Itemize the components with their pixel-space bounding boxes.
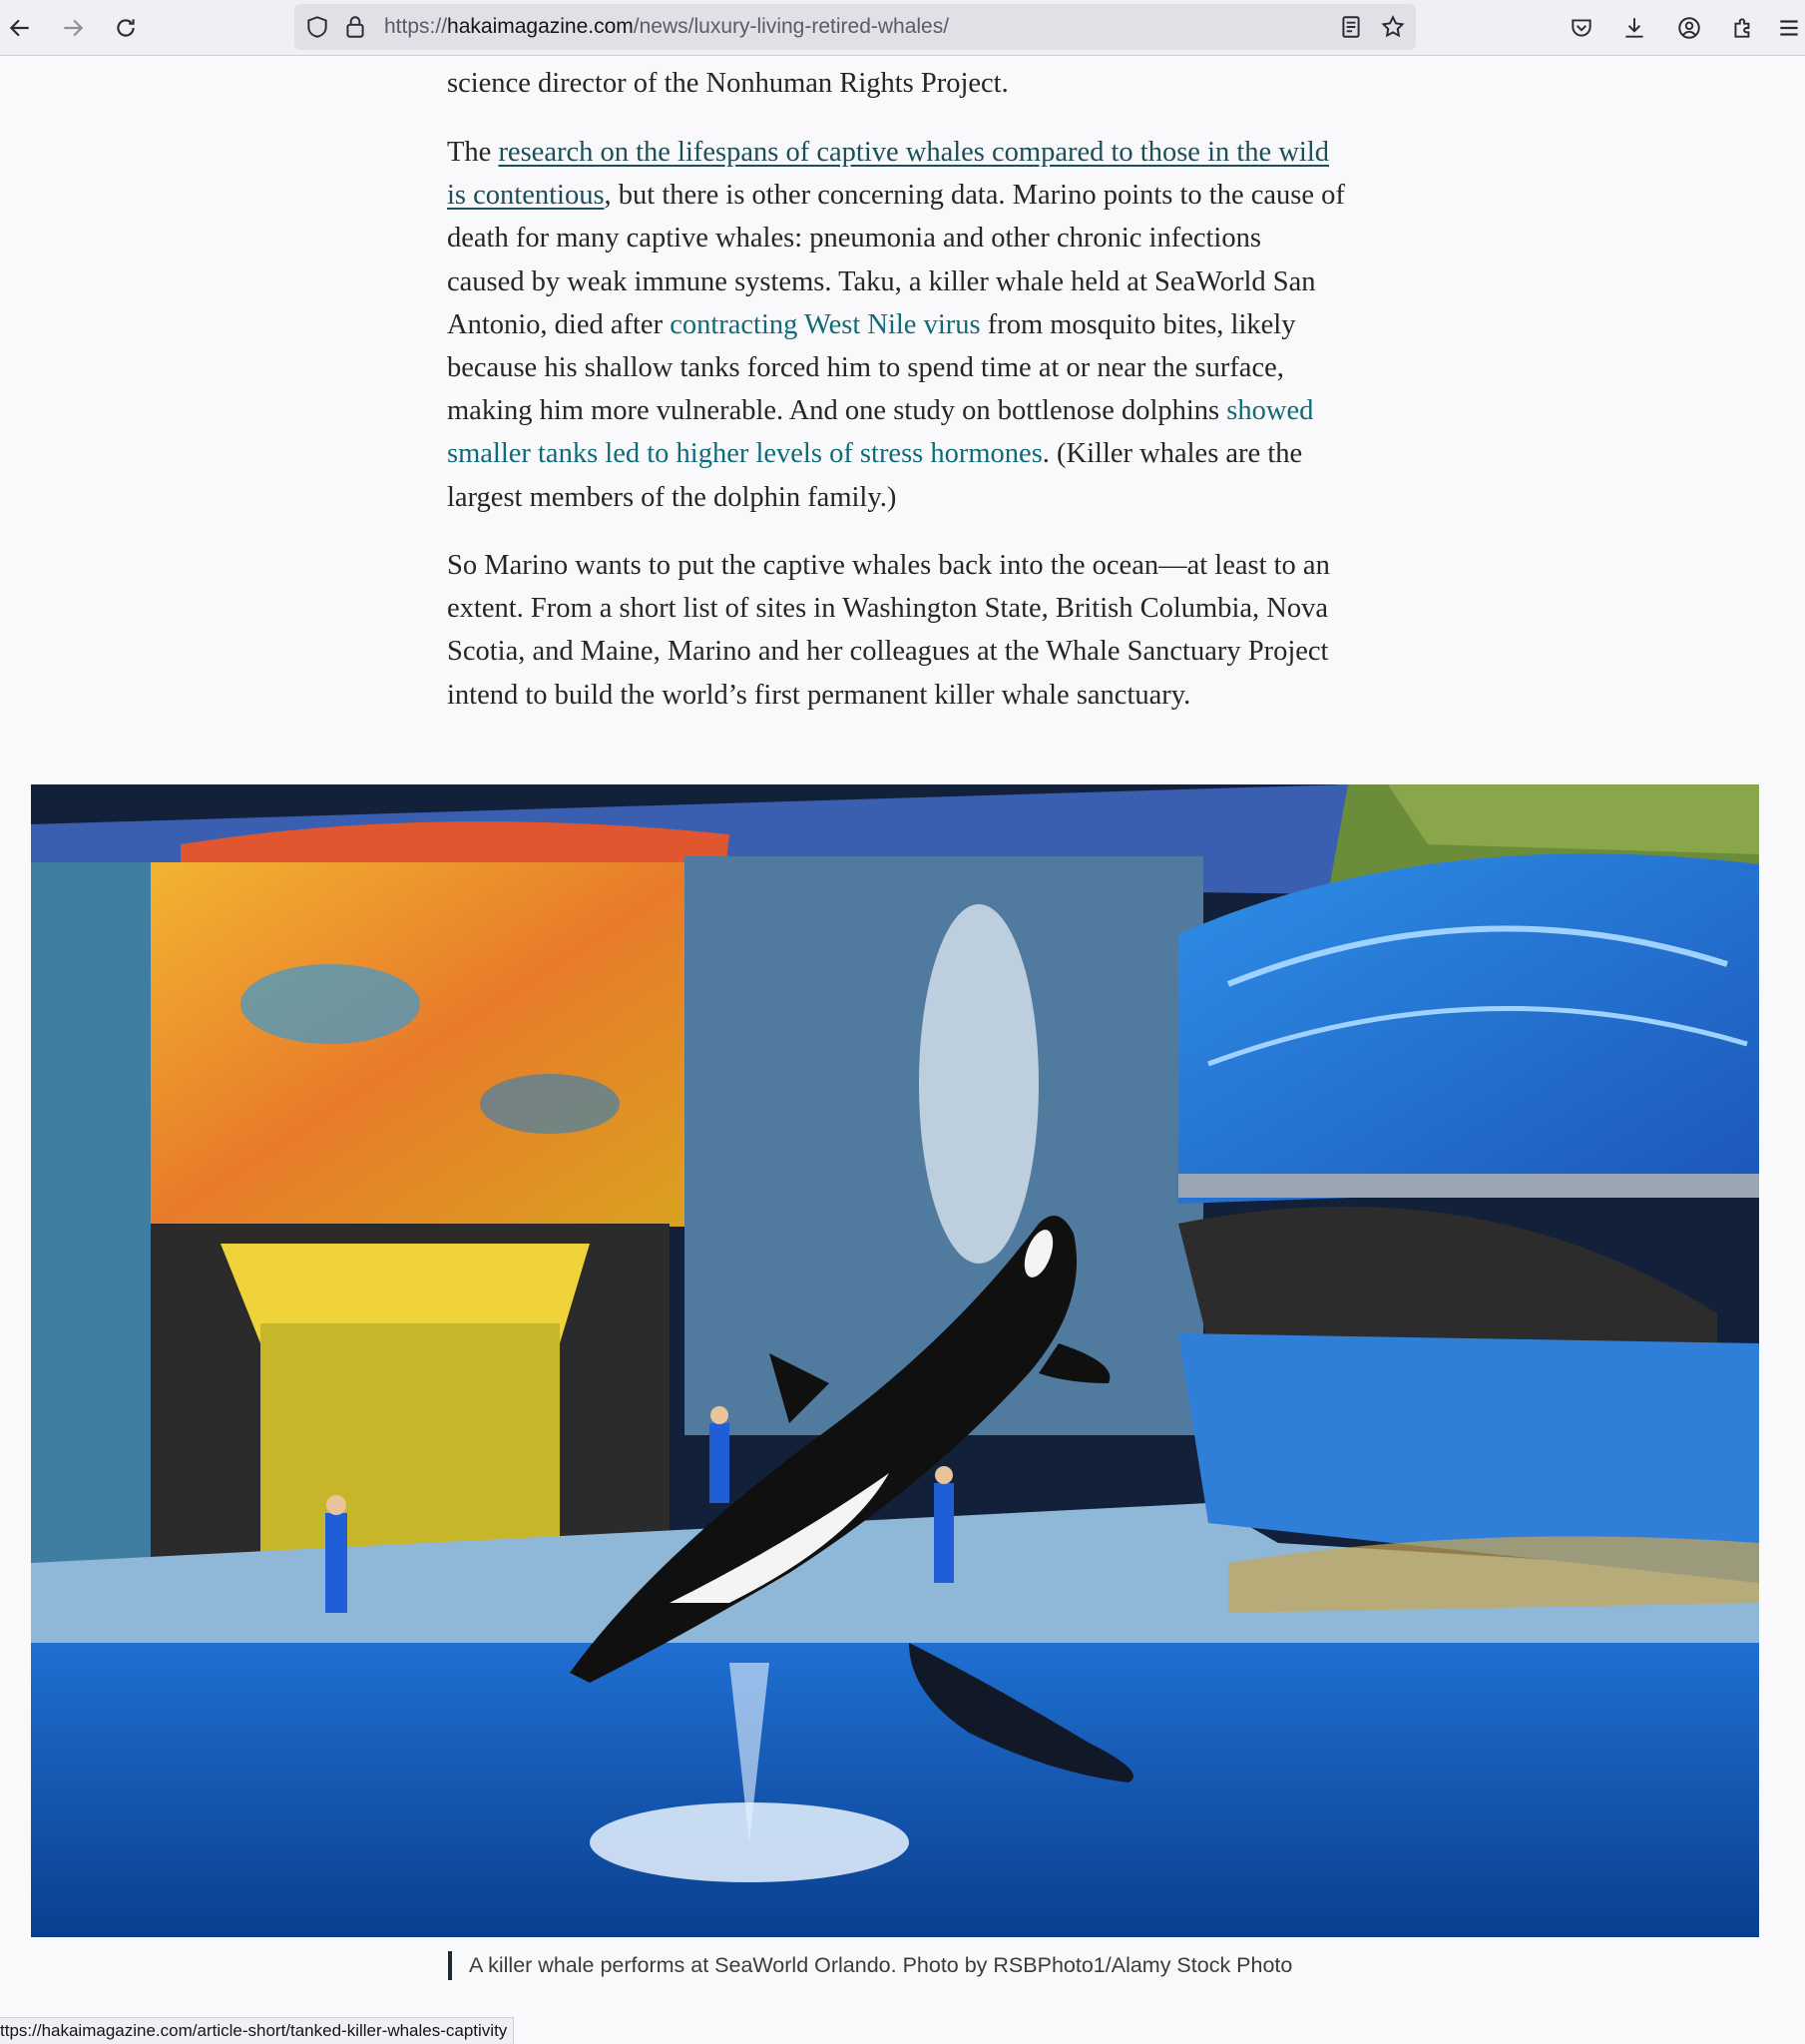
back-arrow-icon [7, 15, 33, 41]
forward-arrow-icon [60, 15, 86, 41]
url-path: /news/luxury-living-retired-whales/ [633, 15, 950, 38]
browser-toolbar [0, 0, 1805, 56]
stress-hormones-link[interactable]: showed smaller tanks led to higher levels of stress hormones [447, 395, 1314, 470]
photo-caption: A killer whale performs at SeaWorld Orlando. Photo by RSBPhoto1/Alamy Stock Photo [448, 1951, 1326, 1980]
url-domain: hakaimagazine.com [447, 15, 634, 38]
reload-icon [113, 15, 139, 41]
article-paragraph [447, 131, 1345, 519]
downloads-button[interactable] [1614, 8, 1654, 48]
bookmark-star-icon[interactable] [1380, 14, 1406, 40]
menu-button[interactable] [1776, 8, 1805, 48]
paragraph-text: , but there is other concerning data. Marino points to the cause of death for many captive whales: pneumonia and other chronic infections caused by weak immune systems. Taku, a killer whale held at SeaWorld San Antonio, died after [447, 180, 1345, 340]
url-prefix: https:// [384, 15, 448, 38]
west-nile-virus-link[interactable]: contracting West Nile virus [670, 308, 981, 340]
menu-icon [1776, 15, 1802, 41]
link-status-bar: ttps://hakaimagazine.com/article-short/tanked-killer-whales-captivity [0, 2017, 514, 2044]
download-icon [1621, 15, 1647, 41]
reader-view-icon[interactable] [1338, 14, 1364, 40]
extensions-icon [1730, 15, 1756, 41]
paragraph-text: from mosquito bites, likely because his shallow tanks forced him to spend time at or near the surface, making him more vulnerable. And one study on bottlenose dolphins [447, 308, 1296, 427]
pocket-icon [1569, 15, 1594, 41]
article-paragraph: So Marino wants to put the captive whales back into the ocean—at least to an extent. From a short list of sites in Washington State, British Columbia, Nova Scotia, and Maine, Marino and her colleagues at the Whale Sanctuary Project intend to build the world’s first permanent killer whale sanctuary. [447, 550, 1330, 711]
forward-button[interactable] [53, 8, 93, 48]
address-bar[interactable] [294, 4, 1416, 50]
tracking-shield-icon[interactable] [304, 14, 330, 40]
back-button[interactable] [0, 8, 40, 48]
paragraph-text: The [447, 137, 499, 168]
lifespan-research-link[interactable]: research on the lifespans of captive whales compared to those in the wild is contentious [447, 137, 1329, 212]
account-button[interactable] [1669, 8, 1709, 48]
url-text[interactable] [384, 15, 949, 39]
reload-button[interactable] [106, 8, 146, 48]
pocket-button[interactable] [1562, 8, 1601, 48]
paragraph-text: . (Killer whales are the largest members of the dolphin family.) [447, 438, 1303, 513]
account-icon [1676, 15, 1702, 41]
lock-icon[interactable] [342, 14, 368, 40]
article-paragraph: science director of the Nonhuman Rights Project. [447, 68, 1009, 99]
killer-whale-photo [31, 784, 1759, 1937]
extensions-button[interactable] [1723, 8, 1763, 48]
